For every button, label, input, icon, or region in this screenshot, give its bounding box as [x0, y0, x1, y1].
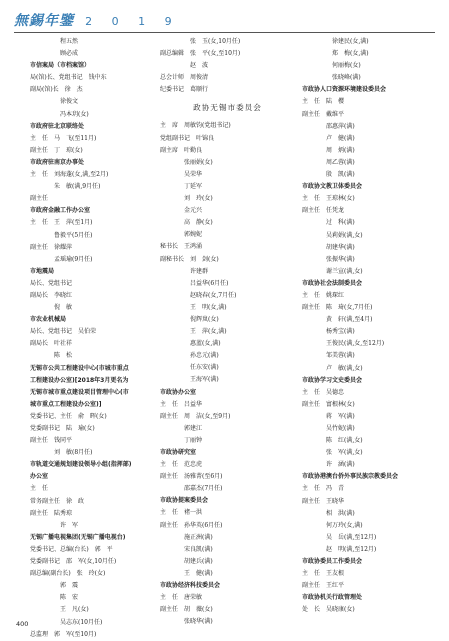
entry-line: 总监理 郭 军(至10月) [30, 630, 97, 638]
entry-line: 党委书记、总编(台长) 郭 平 [30, 545, 113, 553]
entry-line: 党组副书记 叶锦良 [160, 134, 215, 142]
section-heading: 市政府驻南京办事处 [30, 158, 85, 166]
entry-line: 赵 明(满,至12月) [302, 545, 377, 553]
entry-line: 处 长 吴晓康(女) [302, 606, 355, 614]
entry-line: 党委书记、主任 俞 晖(女) [30, 412, 107, 420]
entry-line: 主 任 [30, 485, 49, 493]
entry-line: 周 炳(满) [302, 146, 355, 154]
entry-line: 郭 震 [30, 582, 79, 590]
entry-line: 高 静(女) [160, 219, 213, 227]
entry-line: 副主任 丁 琼(女) [30, 146, 83, 154]
entry-line: 郭婉妮 [160, 231, 203, 239]
entry-line: 副主任 戴维平 [302, 110, 345, 118]
entry-line: 邵惠萍(满) [302, 122, 355, 130]
entry-line: 徐俊文 [30, 98, 79, 106]
entry-line: 卢 敏(满,女) [302, 364, 363, 372]
entry-line: 副主任 任凭龙 [302, 207, 345, 215]
entry-line: 王 明(女,满) [160, 303, 227, 311]
entry-line: 常务副主任 徐 政 [30, 497, 85, 505]
entry-line: 副总编(副台长) 张 玲(女) [30, 570, 106, 578]
entry-line: 张晓华(满) [160, 618, 213, 626]
entry-line: 惠蓝(女,满) [160, 340, 221, 348]
entry-line: 施正洲(满) [160, 533, 213, 541]
entry-line: 冯本玥(女) [30, 110, 89, 118]
header-rule [14, 32, 435, 33]
entry-line: 张丽娟(女) [160, 158, 213, 166]
entry-line: 周乙蓉(满) [302, 158, 355, 166]
section-heading: 市政协委员工作委员会 [302, 558, 363, 566]
section-heading: 市政协机关行政管理处 [302, 594, 363, 602]
section-heading: 市政协港澳台侨外事民族宗教委员会 [302, 473, 399, 481]
entry-line: 郑 梅(女,满) [302, 50, 369, 58]
entry-line: 许 涵(满) [302, 461, 355, 469]
entry-line: 秘书长 王鸿涌 [160, 243, 203, 251]
page-number: 400 [16, 620, 29, 628]
entry-line: 王 健(满) [160, 569, 213, 577]
section-heading: 市政协提案委员会 [160, 497, 209, 505]
entry-line: 相 洪(满) [302, 509, 355, 517]
entry-line: 卢 健(满) [302, 134, 355, 142]
entry-line: 赵晓春(女,7月任) [160, 291, 237, 299]
entry-line: 主 任 吴德忠 [302, 388, 345, 396]
entry-line: 吴 岳(满,至12月) [302, 533, 377, 541]
entry-line: 殷 凯(满) [302, 171, 355, 179]
entry-line: 副局长 李晓红 [30, 291, 73, 299]
entry-line: 张晓峰(满) [302, 74, 361, 82]
entry-line: 副总编辑 张 平(女,至10月) [160, 50, 241, 58]
entry-line: 胡建华(满) [302, 243, 355, 251]
entry-line: 陈 宏 [30, 594, 79, 602]
section-heading: 市政协人口资源环境建设委员会 [302, 86, 387, 94]
entry-line: 杨秀宝(满) [302, 328, 355, 336]
committee-title: 政协无锡市委员会 [193, 103, 262, 113]
entry-line: 丁丽钟 [160, 436, 203, 444]
entry-line: 主 任 陆 樱 [302, 98, 345, 106]
entry-line: 王海军(满) [160, 376, 219, 384]
entry-line: 副主任 周 洁(女,至9月) [160, 412, 231, 420]
entry-line: 党委副书记 陆 瑜(女) [30, 425, 95, 432]
entry-line: 主 任 褚一洪 [160, 509, 203, 517]
section-heading: 无锡广播电视集团(无锡广播电视台) [30, 533, 126, 541]
entry-line: 顾必成 [30, 50, 79, 58]
entry-line: 副主任 钱同平 [30, 437, 73, 445]
entry-line: 倪 敏 [30, 304, 73, 312]
text-column-2 [160, 36, 295, 628]
entry-line: 金元兴 [160, 207, 203, 215]
entry-line: 宋良凯(满) [160, 545, 213, 553]
page-header [14, 10, 180, 28]
entry-line: 副局(馆)长 徐 杰 [30, 86, 83, 94]
entry-line: 吴志东(10月任) [30, 618, 103, 626]
entry-line: 副局长 叶社祥 [30, 340, 73, 348]
entry-line: 王俊民(满,女,至12月) [302, 340, 385, 348]
entry-line: 何万玲(女,满) [302, 521, 363, 529]
section-heading: 市政协学习文史委员会 [302, 376, 363, 384]
entry-line: 郭建江 [160, 424, 203, 432]
entry-line: 吴竹妮(满) [302, 425, 355, 432]
entry-line: 局(馆)长、党组书记 钱中东 [30, 74, 107, 82]
entry-line: 任东安(满) [160, 364, 219, 372]
section-heading: 市政协研究室 [160, 449, 197, 456]
section-heading: 市信案局（市档案馆） [30, 62, 91, 70]
entry-line: 张 军(满,女) [302, 449, 363, 457]
entry-line: 副秘书长 刘 剑(女) [160, 255, 219, 263]
entry-line: 吴莉娟(满,女) [302, 231, 363, 239]
section-heading: 市政协办公室 [160, 388, 197, 396]
entry-line: 程五然 [30, 38, 79, 45]
entry-line: 张 玉(女,10月任) [160, 38, 241, 45]
section-heading: 市政府金融工作办公室 [30, 207, 91, 215]
section-heading: 市政协社会法制委员会 [302, 279, 363, 287]
entry-line: 局长、党组书记 [30, 279, 73, 287]
yearbook-year: 2 0 1 9 [85, 15, 180, 28]
entry-line: 总会计师 周俊清 [160, 74, 209, 82]
yearbook-logo: 無錫年鑒 [14, 13, 74, 29]
entry-line: 主 任 范忠虎 [160, 461, 203, 469]
entry-line: 孟瑶瑜(9月任) [30, 255, 93, 263]
entry-line: 纪委书记 葛顺行 [160, 86, 209, 94]
entry-line: 过 科(满) [302, 219, 355, 227]
entry-line: 邹美蓉(满) [302, 352, 355, 360]
entry-line: 倪辉岚(女) [160, 315, 219, 323]
entry-line: 主 任 刘海蓬(女,满,至2月) [30, 171, 109, 179]
entry-line: 副主任 王晓华 [302, 497, 345, 505]
entry-line: 王 萍(女,满) [160, 328, 227, 336]
entry-line: 徐建民(女,满) [302, 38, 369, 45]
entry-line: 主 任 马 飞(至11月) [30, 134, 97, 142]
entry-line: 主 任 王友根 [302, 570, 345, 578]
section-heading: 市地震局 [30, 267, 55, 275]
entry-line: 赵 波 [160, 62, 209, 70]
section-heading: 城市重点工程建设办公室)] [30, 400, 102, 408]
entry-line: 副主任 汤雅菁(至6月) [160, 473, 223, 481]
entry-line: 许建群 [160, 267, 209, 275]
text-column-3 [302, 36, 437, 617]
entry-line: 蒋 军(满) [302, 412, 355, 420]
entry-line: 王 凡(女) [30, 606, 89, 614]
entry-line: 邵嘉杰(7月任) [160, 485, 223, 493]
section-heading: 无锡市公共工程建设中心(市城市重点 [30, 364, 129, 372]
entry-line: 主 任 冯 青 [302, 485, 345, 493]
entry-line: 张振华(满) [302, 255, 355, 263]
entry-line: 主 任 王琼林(女) [302, 195, 355, 203]
entry-line: 吕益华(6月任) [160, 279, 229, 287]
section-heading: 办公室 [30, 473, 49, 481]
entry-line: 胡建兵(满) [160, 557, 213, 565]
entry-line: 丁延军 [160, 182, 203, 190]
entry-line: 何丽梅(女) [302, 62, 361, 70]
entry-line: 主 任 吕益华 [160, 400, 203, 408]
entry-line: 谢兰宣(满,女) [302, 267, 363, 275]
entry-line: 鲁毅平(5月任) [30, 231, 93, 239]
entry-line: 副主任 富根林(女) [302, 400, 355, 408]
entry-line: 副主任 陆秀琼 [30, 509, 73, 517]
entry-line: 副主任 王红平 [302, 582, 345, 590]
entry-line: 副主任 徐耀萍 [30, 243, 73, 251]
text-column-1 [30, 36, 165, 641]
entry-line: 副主任 孙华英(6月任) [160, 521, 223, 529]
entry-line: 党委副书记 邵 军(女,10月任) [30, 558, 117, 566]
entry-line: 副主任 [30, 195, 49, 203]
section-heading: 市轨道交通规划建设领导小组(指挥部) [30, 461, 132, 469]
entry-line: 主 任 姚琛红 [302, 291, 345, 299]
section-heading: 市政协经济科技委员会 [160, 582, 221, 590]
entry-line: 朱 敏(满,9月任) [30, 183, 101, 191]
entry-line: 副主任 胡 薇(女) [160, 606, 213, 614]
entry-line: 许 军 [30, 521, 79, 529]
entry-line: 刘 玲(女) [160, 195, 213, 203]
entry-line: 吴荣华 [160, 170, 203, 178]
section-heading: 市政协文教卫体委员会 [302, 183, 363, 191]
entry-line: 刘 敏(8月任) [30, 449, 93, 457]
entry-line: 局长、党组书记 吴伯荣 [30, 328, 97, 336]
section-heading: 市政府驻北京联络处 [30, 122, 85, 130]
entry-line: 黄 轩(满,至4月) [302, 316, 373, 324]
section-heading: 市农业机械局 [30, 316, 67, 324]
entry-line: 副主任 陈 琦(女,7月任) [302, 304, 373, 312]
entry-line: 主 席 周敏钧(党组书记) [160, 122, 231, 130]
section-heading: 无锡市城市重点建设项目管理中心(市 [30, 388, 129, 396]
entry-line: 陈 松 [30, 352, 73, 360]
entry-line: 主 任 唐荣敏 [160, 594, 203, 602]
entry-line: 副主席 叶勤良 [160, 146, 203, 154]
section-heading: 工程建设办公室)[2018年3月更名为 [30, 376, 129, 384]
entry-line: 主 任 王 萍(至1月) [30, 219, 93, 227]
entry-line: 陈 红(满,女) [302, 437, 363, 445]
entry-line: 孙忠元(满) [160, 352, 219, 360]
